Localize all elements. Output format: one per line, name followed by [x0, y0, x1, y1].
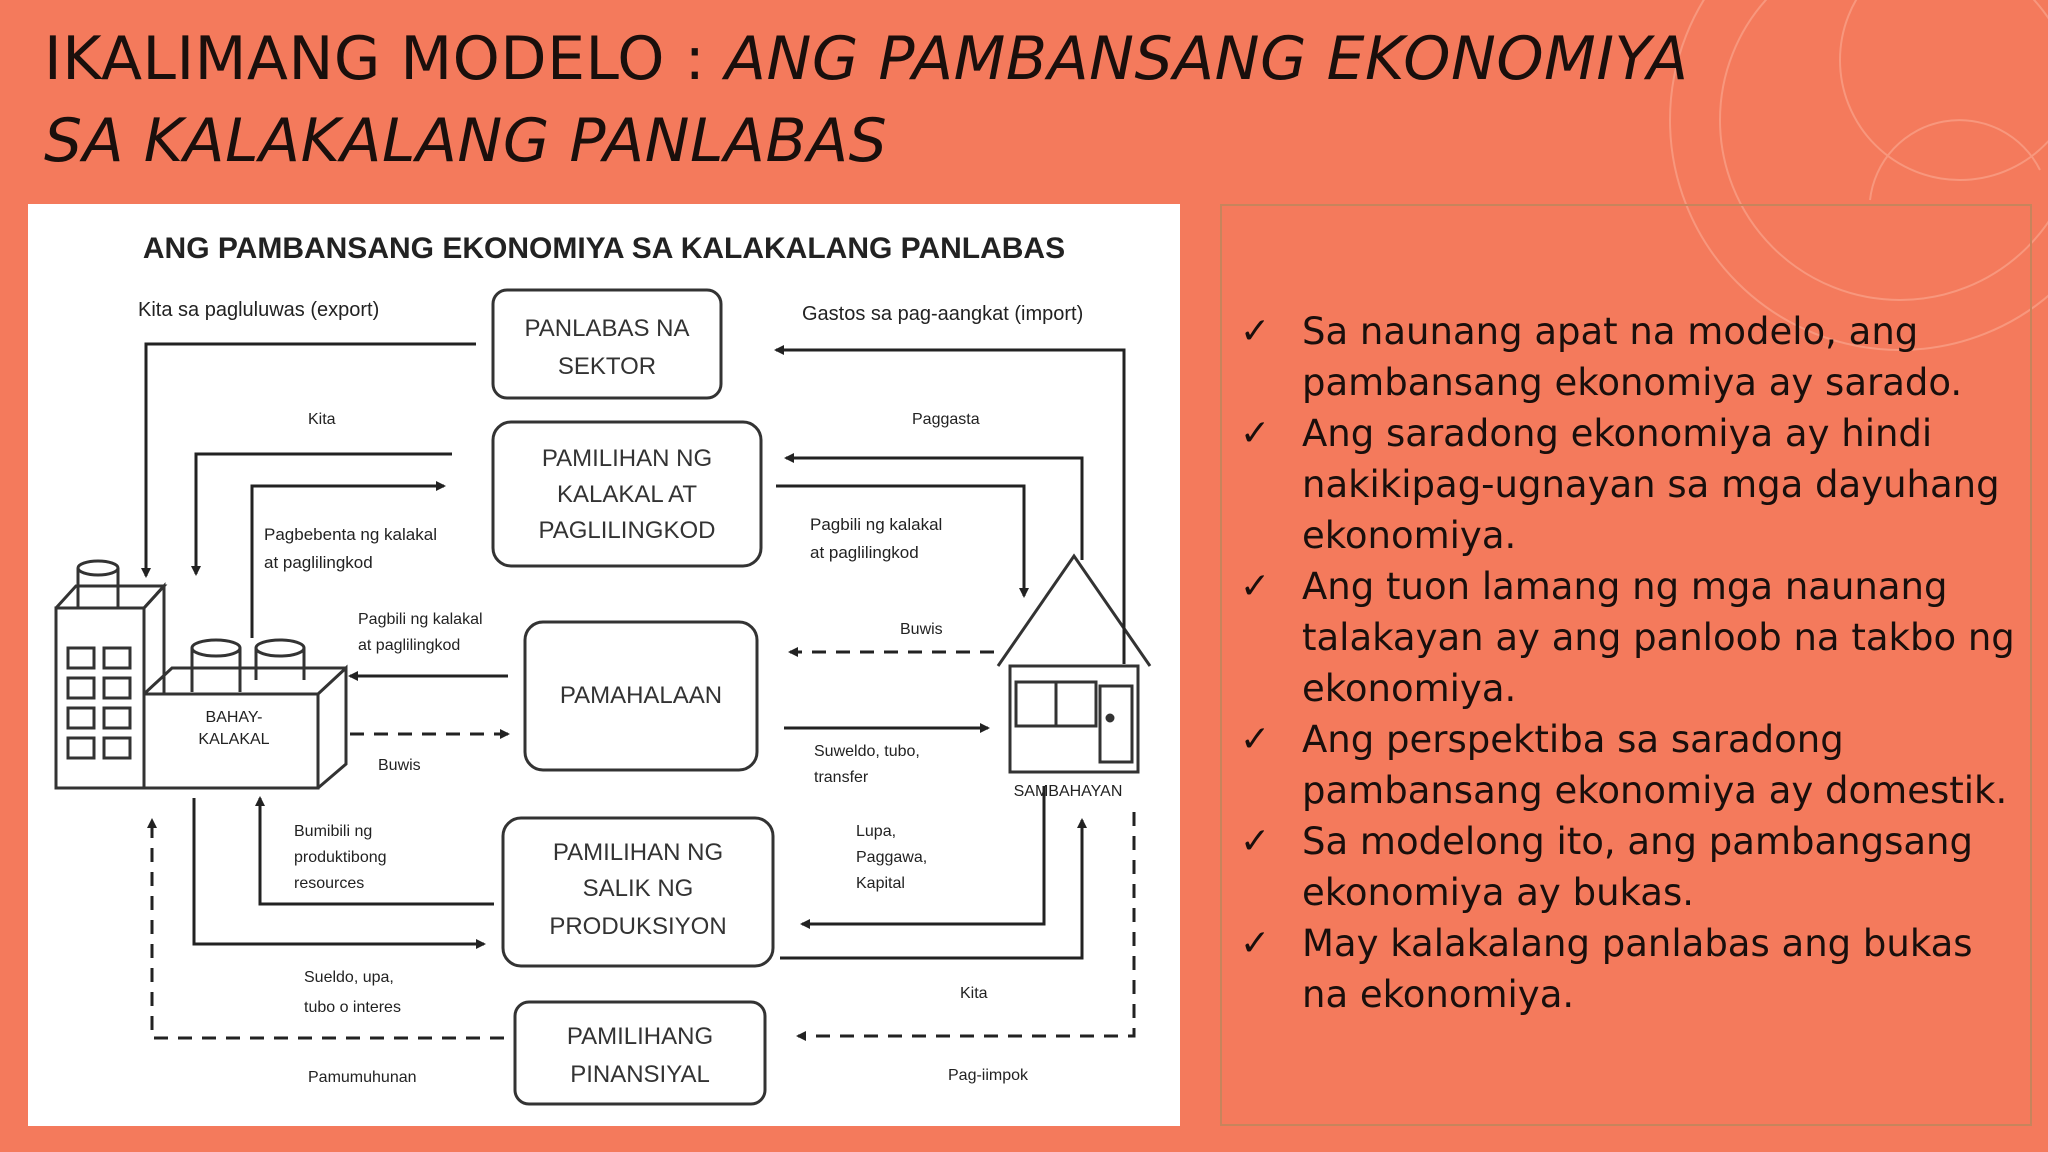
- check-icon: ✓: [1240, 413, 1271, 454]
- check-icon: ✓: [1240, 566, 1271, 607]
- label-lupa-3: Kapital: [856, 875, 905, 892]
- label-pamumuhunan: Pamumuhunan: [308, 1069, 417, 1086]
- box-salik-line1: PAMILIHAN NG: [552, 839, 724, 866]
- label-lupa-2: Paggawa,: [856, 849, 928, 866]
- label-pagbebenta-1: Pagbebenta ng kalakal: [264, 525, 437, 544]
- box-pinansiyal-line2: PINANSIYAL: [570, 1061, 710, 1088]
- box-pamahalaan-line1: PAMAHALAAN: [559, 682, 723, 709]
- bahay-kalakal-label-2: KALAKAL: [198, 731, 270, 748]
- bullet-item: [1238, 561, 2018, 714]
- label-suweldo-1: Suweldo, tubo,: [814, 743, 920, 760]
- check-icon: ✓: [1240, 719, 1271, 760]
- label-bumibili-2: produktibong: [294, 849, 387, 866]
- bullet-text: May kalakalang panlabas ang bukas na ekonomiya.: [1302, 922, 1973, 1016]
- label-bumibili-1: Bumibili ng: [294, 823, 373, 840]
- circular-flow-diagram: [28, 204, 1180, 1126]
- label-sueldo-2: tubo o interes: [304, 999, 401, 1016]
- check-icon: ✓: [1240, 311, 1271, 352]
- bahay-kalakal-label-1: BAHAY-: [205, 709, 263, 726]
- bullet-item: [1238, 306, 2018, 408]
- label-paggasta: Paggasta: [912, 411, 980, 428]
- diagram-svg: [28, 204, 1180, 1126]
- check-icon: ✓: [1240, 923, 1271, 964]
- box-pinansiyal: [515, 1002, 765, 1104]
- label-pag-iimpok: Pag-iimpok: [948, 1067, 1029, 1084]
- label-buwis-right: Buwis: [900, 621, 943, 638]
- label-suweldo-2: transfer: [814, 769, 869, 786]
- bullet-item: [1238, 714, 2018, 816]
- bullet-text: Sa modelong ito, ang pambangsang ekonomiya ay bukas.: [1302, 820, 1973, 914]
- label-buwis-left: Buwis: [378, 757, 421, 774]
- bullet-item: [1238, 408, 2018, 561]
- arrow-pagbili-right: [776, 486, 1024, 596]
- label-pagbili-left-2: at paglilingkod: [358, 637, 461, 654]
- box-panlabas-line1: PANLABAS NA: [524, 315, 690, 342]
- slide-title: [44, 18, 1744, 182]
- label-kita-bottom: Kita: [960, 985, 988, 1002]
- box-panlabas: [493, 290, 721, 398]
- arrow-import: [776, 350, 1124, 664]
- label-import: Gastos sa pag-aangkat (import): [802, 303, 1084, 325]
- label-pagbili-left-1: Pagbili ng kalakal: [358, 611, 483, 628]
- label-kita-top: Kita: [308, 411, 336, 428]
- label-bumibili-3: resources: [294, 875, 365, 892]
- label-pagbili-right-1: Pagbili ng kalakal: [810, 515, 943, 534]
- title-prefix: IKALIMANG MODELO :: [44, 24, 725, 94]
- box-salik-line3: PRODUKSIYON: [549, 913, 727, 940]
- check-icon: ✓: [1240, 821, 1271, 862]
- label-export: Kita sa pagluluwas (export): [138, 299, 380, 321]
- arrow-kita-bottom: [780, 820, 1082, 958]
- bullet-item: [1238, 918, 2018, 1020]
- label-lupa-1: Lupa,: [856, 823, 897, 840]
- bullet-item: [1238, 816, 2018, 918]
- box-kalakal-line3: PAGLILINGKOD: [538, 517, 716, 544]
- sambahayan-house: [998, 556, 1150, 772]
- box-pinansiyal-line1: PAMILIHANG: [566, 1023, 714, 1050]
- box-salik-line2: SALIK NG: [582, 875, 694, 902]
- label-pagbebenta-2: at paglilingkod: [264, 553, 373, 572]
- box-panlabas-line2: SEKTOR: [557, 353, 657, 380]
- bullet-text: Sa naunang apat na modelo, ang pambansang ekonomiya ay sarado.: [1302, 310, 1963, 404]
- bullet-list: [1238, 306, 2018, 1020]
- box-kalakal-line2: KALAKAL AT: [556, 481, 698, 508]
- label-sueldo-1: Sueldo, upa,: [304, 969, 394, 986]
- bullet-text: Ang saradong ekonomiya ay hindi nakikipag-ugnayan sa mga dayuhang ekonomiya.: [1302, 412, 2000, 557]
- sambahayan-label: SAMBAHAYAN: [1013, 783, 1123, 800]
- label-pagbili-right-2: at paglilingkod: [810, 543, 919, 562]
- diagram-heading: ANG PAMBANSANG EKONOMIYA SA KALAKALANG PANLABAS: [142, 232, 1066, 265]
- title-emphasis: ANG PAMBANSANG EKONOMIYA SA KALAKALANG PANLABAS: [44, 24, 1689, 176]
- bahay-kalakal-building: [56, 561, 346, 788]
- bullet-text: Ang tuon lamang ng mga naunang talakayan ay ang panloob na takbo ng ekonomiya.: [1302, 565, 2015, 710]
- box-kalakal-line1: PAMILIHAN NG: [541, 445, 713, 472]
- arrow-sueldo: [194, 798, 484, 944]
- bullet-panel: [1220, 204, 2032, 1126]
- bullet-text: Ang perspektiba sa saradong pambansang ekonomiya ay domestik.: [1302, 718, 2008, 812]
